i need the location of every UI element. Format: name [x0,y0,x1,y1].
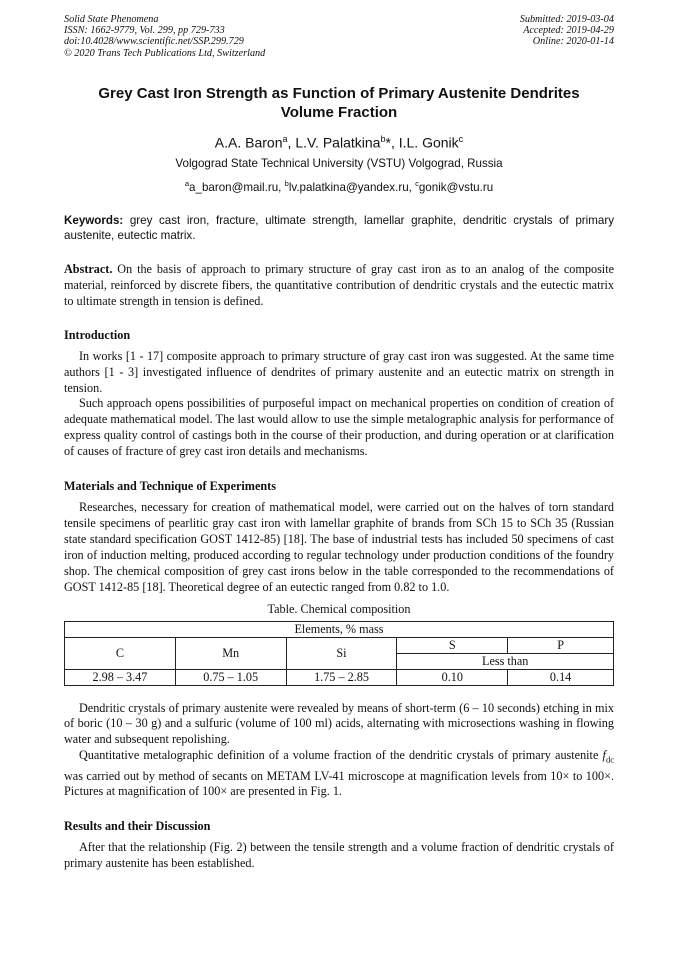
author-separator: , [287,134,296,151]
abstract [64,261,614,309]
chemical-composition-table [64,621,614,686]
author-name: I.L. Gonik [398,134,459,151]
author-emails [64,176,614,196]
paragraph [64,748,614,800]
email-link[interactable]: lv.palatkina@yandex.ru [288,181,409,195]
author-name: L.V. Palatkina [295,134,381,151]
email-mark: b [284,179,289,189]
journal-name: Solid State Phenomena [64,14,159,25]
column-header-mn: Mn [175,637,286,669]
table-header-row [65,637,614,653]
affiliation: Volgograd State Technical University (VSTU) Volgograd, Russia [175,157,503,171]
online-date: Online: 2020-01-14 [532,36,614,48]
paragraph: Such approach opens possibilities of purposeful impact on mechanical properties on condition of creation of adequate mathematical model. The last would allow to use the simple metalographic analysis for performance of express quality control of castings both in the course of their production, and during operation or at clarification of causes of fracture of grey cast iron details and mechanisms. [64,396,614,459]
symbol-base: f [602,748,606,763]
email-mark: c [415,179,419,189]
email-link[interactable]: gonik@vstu.ru [418,181,494,195]
table-header-row [65,621,614,637]
author-affil-mark: a [282,133,288,144]
table-cell: 0.75 – 1.05 [175,669,286,685]
section-heading-introduction: Introduction [64,327,131,342]
author-affil-mark: c [458,133,464,144]
table-cell: 1.75 – 2.85 [286,669,397,685]
journal-issn: ISSN: 1662-9779, Vol. 299, pp 729-733 [64,25,225,37]
submitted-date: Submitted: 2019-03-04 [519,14,614,25]
post-table-text [64,701,614,801]
keywords [64,214,614,242]
column-header-p: P [508,637,614,653]
keywords-text: grey cast iron, fracture, ultimate strength, lamellar graphite, dendritic crystals of primary austenite, eutectic matrix. [64,214,614,242]
corresponding-mark: * [385,134,391,151]
title-line-2: Volume Fraction [280,104,398,122]
author-separator: , [390,134,399,151]
email-link[interactable]: a_baron@mail.ru [189,181,279,195]
column-header-si: Si [286,637,397,669]
paragraph: After that the relationship (Fig. 2) between the tensile strength and a volume fraction of dendritic crystals of primary austenite has been established. [64,840,614,871]
paper-page [64,14,614,872]
author-affil-mark: b [380,133,386,144]
table-row [65,669,614,685]
journal-header [64,14,614,59]
journal-info [64,14,265,59]
column-header-c: C [65,637,176,669]
table-caption: Table. Chemical composition [267,601,411,616]
abstract-text: On the basis of approach to primary structure of gray cast iron as to an analog of the composite material, reinforced by discrete fibers, the quantitative contribution of dendritic crystals and the eutectic matrix to ultimate strength in tension is defined. [64,261,614,308]
paragraph-text: was carried out by method of secants on METAM LV-41 microscope at magnification levels from 10× to 100×. Pictures at magnification of 100× are presented in Fig. 1. [64,768,614,799]
author-list [64,129,614,153]
less-than-header: Less than [397,653,614,669]
author-name: A.A. Baron [214,134,283,151]
section-heading-results: Results and their Discussion [64,819,211,834]
journal-doi: doi:10.4028/www.scientific.net/SSP.299.729 [64,36,244,48]
symbol-subscript: dc [605,754,614,765]
paper-title [64,84,614,123]
email-separator: , [278,181,285,195]
email-separator: , [408,181,416,195]
journal-copyright: © 2020 Trans Tech Publications Ltd, Switzerland [64,47,266,59]
paragraph: Dendritic crystals of primary austenite were revealed by means of short-term (6 – 10 seconds) etching in mix of boric (10 – 30 g) and a sulfuric (volume of 100 ml) acids, alternating with microsections washing in flowing water and subsequent repolishing. [64,700,614,747]
paragraph: Researches, necessary for creation of mathematical model, were carried out on the halves of torn standard tensile specimens of pearlitic gray cast iron with lamellar graphite of brands from SCh 15 to SCh 35 (Russian state standard specification GOST 1412-85) [18]. The base of industrial tests has included 50 specimens of cast iron of induction melting, produced according to regular technology under production conditions of the foundry shop. The chemical composition of grey cast irons below in the table corresponded to the recommendations of GOST 1412-85 [18]. Theoretical degree of an eutectic ranged from 0.82 to 1.0. [64,500,614,594]
keywords-label: Keywords: [64,214,124,228]
accepted-date: Accepted: 2019-04-29 [523,25,614,37]
table-cell: 0.10 [397,669,508,685]
email-mark: a [184,179,190,189]
abstract-label: Abstract. [64,261,113,276]
volume-fraction-symbol [602,748,614,765]
title-line-1: Grey Cast Iron Strength as Function of Primary Austenite Dendrites [98,84,580,102]
table-cell: 0.14 [508,669,614,685]
section-heading-materials: Materials and Technique of Experiments [64,479,276,494]
table-cell: 2.98 – 3.47 [65,669,176,685]
column-header-s: S [397,637,508,653]
paragraph-text: Quantitative metalographic definition of a volume fraction of the dendritic crystals of primary austenite [79,748,603,763]
paragraph: In works [1 - 17] composite approach to primary structure of gray cast iron was suggested. At the same time authors [1 - 3] investigated influence of dendrites of primary austenite and an eutectic matrix on strength in tension. [64,348,614,395]
table-group-header: Elements, % mass [65,621,614,637]
submission-dates [520,14,614,59]
